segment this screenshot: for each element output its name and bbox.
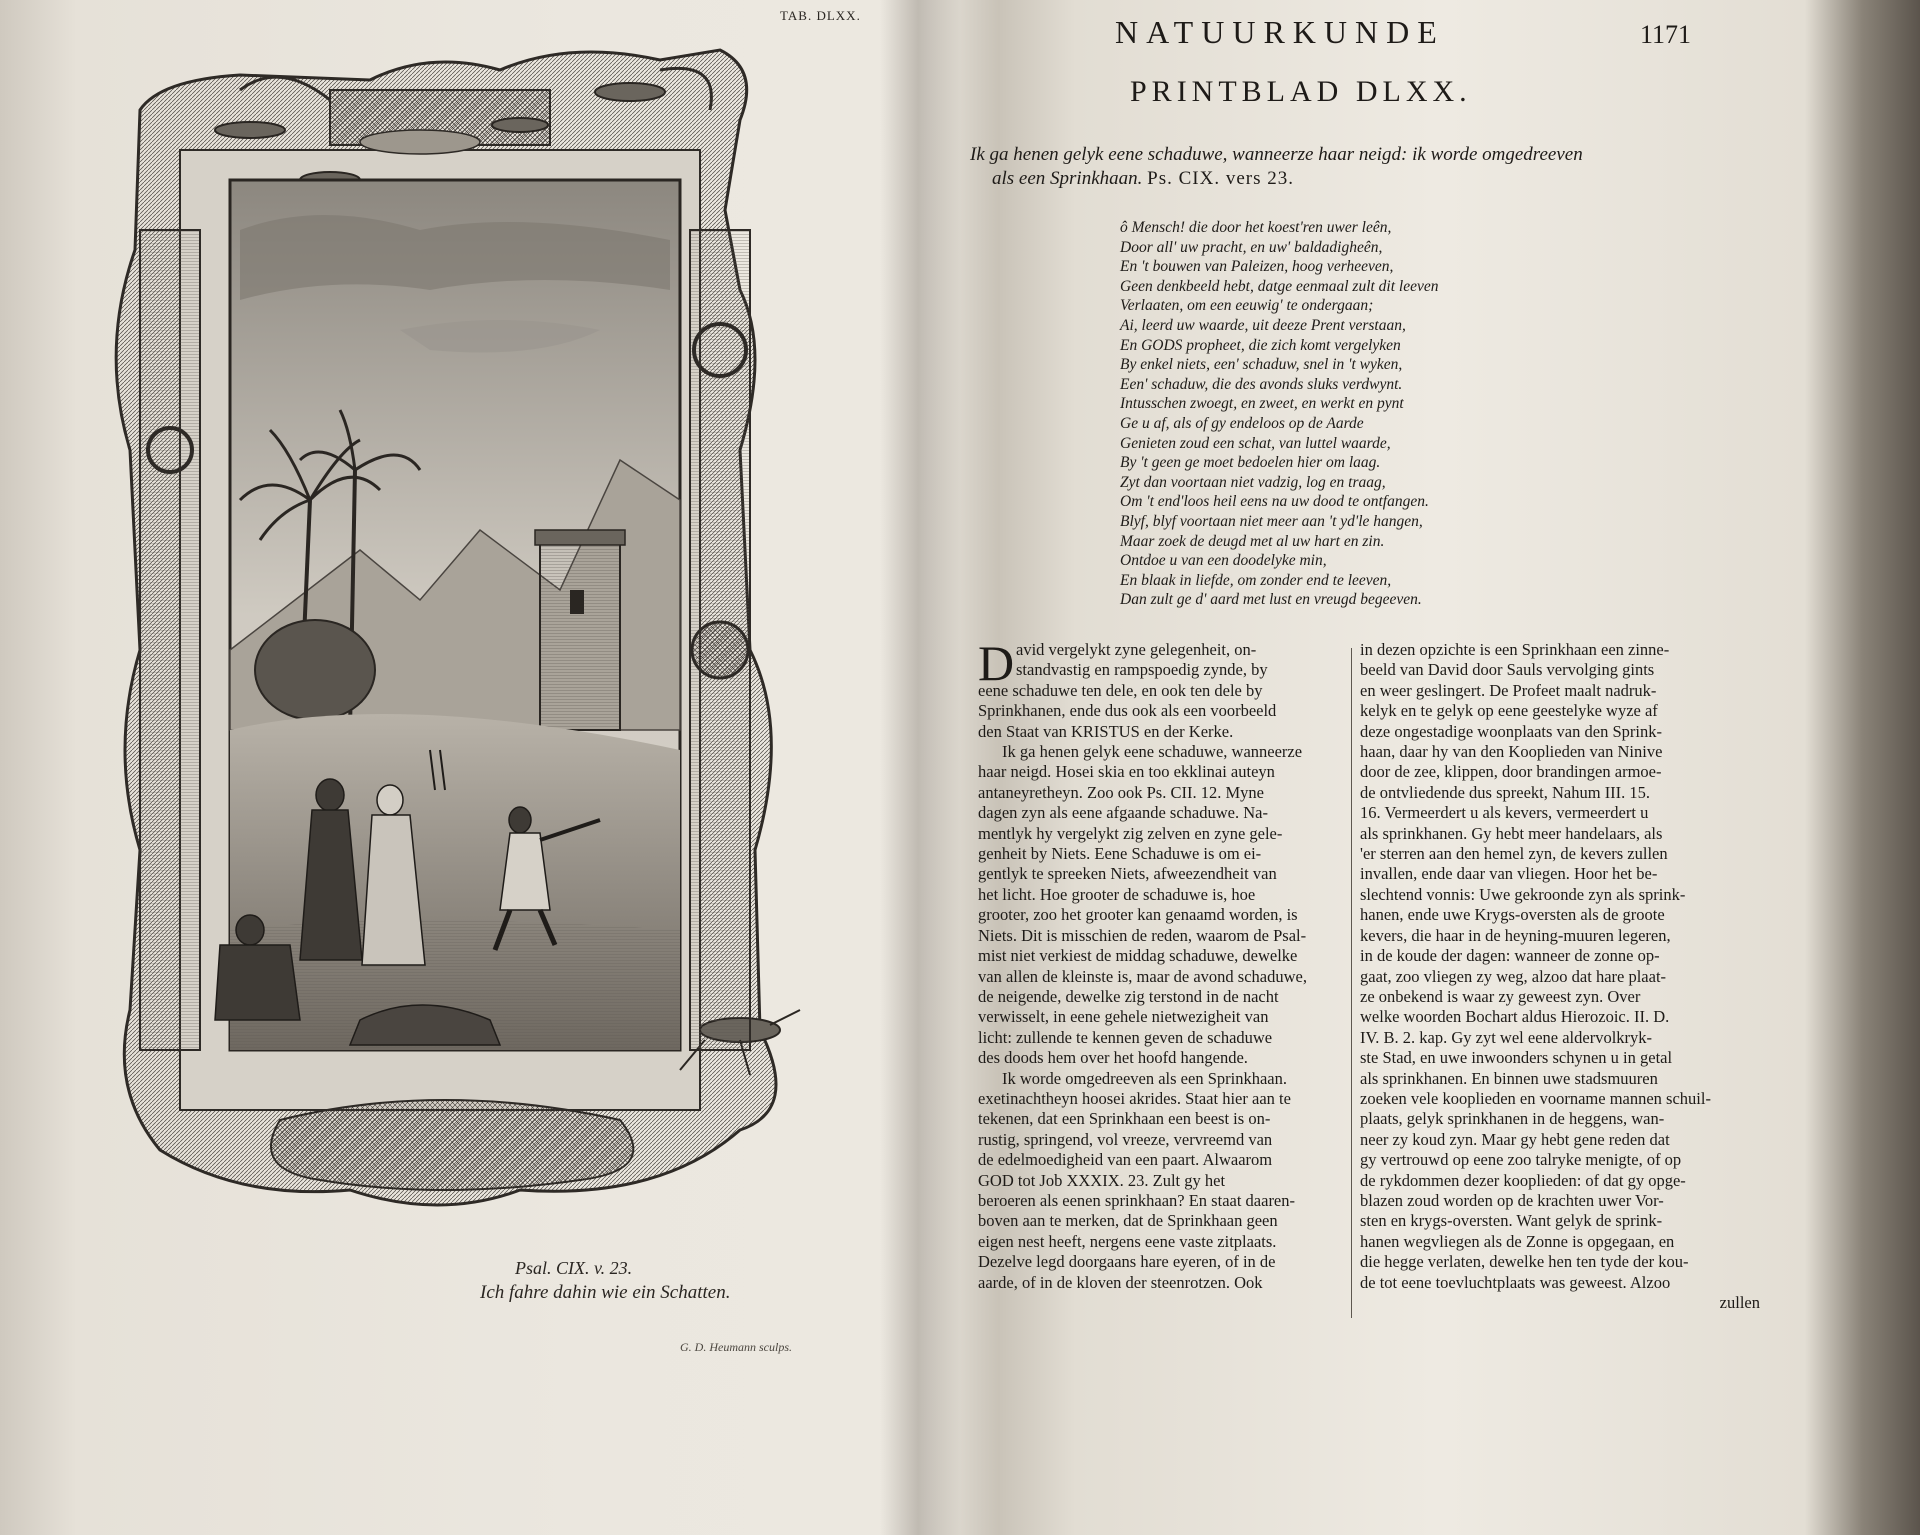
column-line: hanen, ende uwe Krygs-oversten als de groote <box>1360 905 1665 925</box>
column-line: invallen, ende daar van vliegen. Hoor het be- <box>1360 864 1658 884</box>
column-line: kevers, die haar in de heyning-muuren legeren, <box>1360 925 1671 945</box>
drop-cap: D <box>978 635 1015 691</box>
column-line: ze onbekend is waar zy geweest zyn. Over <box>1360 986 1641 1006</box>
column-line: beeld van David door Sauls vervolging gints <box>1360 660 1655 680</box>
epigraph <box>970 143 1760 191</box>
column-line: de edelmoedigheid van een paart. Alwaarom <box>978 1150 1273 1170</box>
column-line: GOD tot Job XXXIX. 23. Zult gy het <box>978 1170 1226 1190</box>
column-line: welke woorden Bochart aldus Hierozoic. II. D. <box>1360 1007 1670 1027</box>
poem-line: En GODS propheet, die zich komt vergelyken <box>1120 336 1401 354</box>
poem-line: Blyf, blyf voortaan niet meer aan 't yd'le hangen, <box>1120 512 1423 530</box>
column-line: de rykdommen dezer kooplieden: of dat gy opge- <box>1360 1170 1686 1190</box>
column-line: deze ongestadige woonplaats van den Sprink- <box>1360 721 1662 741</box>
column-line: in dezen opzichte is een Sprinkhaan een zinne- <box>1360 640 1670 659</box>
column-line: licht: zullende te kennen geven de schaduwe <box>978 1027 1273 1047</box>
column-line: de ontvliedende dus spreekt, Nahum III. 15. <box>1360 782 1651 802</box>
poem <box>1120 218 1439 610</box>
poem-line: Genieten zoud een schat, van luttel waarde, <box>1120 434 1391 452</box>
column-line: IV. B. 2. kap. Gy zyt wel eene aldervolkryk- <box>1360 1027 1653 1047</box>
column-line: de neigende, dewelke zig terstond in de nacht <box>978 986 1279 1006</box>
column-line: plaats, gelyk sprinkhanen in de heggens, wan- <box>1360 1109 1665 1129</box>
column-line: hanen wegvliegen als de Zonne is opgegaan, en <box>1360 1231 1675 1251</box>
column-line: als sprinkhanen. Gy hebt meer handelaars, als <box>1360 823 1663 843</box>
column-line: slechtend vonnis: Uwe gekroonde zyn als sprink- <box>1360 884 1686 904</box>
running-head: NATUURKUNDE <box>1115 14 1445 50</box>
column-line: den Staat van KRISTUS en der Kerke. <box>978 721 1234 741</box>
poem-line: Zyt dan voortaan niet vadzig, log en traag, <box>1120 473 1386 491</box>
column-line: gaat, zoo vliegen zy weg, alzoo dat hare plaat- <box>1360 966 1667 986</box>
column-line: gy vertrouwd op eene zoo talryke menigte, of op <box>1360 1150 1682 1170</box>
column-line: genheit by Niets. Eene Schaduwe is om ei- <box>978 844 1262 864</box>
plate-number: TAB. DLXX. <box>780 8 861 23</box>
column-line: dagen zyn als eene afgaande schaduwe. Na- <box>978 803 1268 823</box>
column-line: de tot eene toevluchtplaats was geweest. Alzoo <box>1360 1272 1671 1292</box>
poem-line: Geen denkbeeld hebt, datge eenmaal zult dit leeven <box>1120 277 1439 295</box>
column-line: tekenen, dat een Sprinkhaan een beest is on- <box>978 1109 1271 1129</box>
poem-line: Maar zoek de deugd met al uw hart en zin. <box>1120 532 1385 550</box>
column-line: Ik ga henen gelyk eene schaduwe, wanneerze <box>1002 742 1303 762</box>
column-line: Dezelve legd doorgaans hare eyeren, of in de <box>978 1252 1276 1272</box>
column-line: aarde, of in de kloven der steenrotzen. Ook <box>978 1272 1263 1292</box>
epigraph-line-2 <box>970 167 1760 191</box>
column-line: en weer geslingert. De Profeet maalt nadruk- <box>1360 680 1657 700</box>
column-line: ste Stad, en uwe inwoonders schynen u in getal <box>1360 1048 1673 1068</box>
landscape-scene <box>215 180 680 1050</box>
column-line: Ik worde omgedreeven als een Sprinkhaan. <box>1002 1068 1287 1088</box>
column-line: avid vergelykt zyne gelegenheit, on- <box>1016 640 1257 659</box>
epigraph-text: als een Sprinkhaan. <box>992 168 1148 189</box>
text-column-left <box>978 635 1348 1293</box>
poem-line: Verlaaten, om een eeuwig' te ondergaan; <box>1120 297 1374 315</box>
column-line: door de zee, klippen, door brandingen armoe- <box>1360 762 1662 782</box>
poem-line: ô Mensch! die door het koest'ren uwer leên, <box>1120 219 1392 236</box>
column-line: zoeken vele kooplieden en voorname mannen schuil- <box>1360 1088 1711 1108</box>
column-line: zullen <box>1719 1293 1760 1312</box>
column-line: blazen zoud worden op de krachten uwer Vor- <box>1360 1190 1664 1210</box>
poem-line: Om 't end'loos heil eens na uw dood te ontfangen. <box>1120 493 1429 511</box>
column-line: Sprinkhanen, ende dus ook als een voorbeeld <box>978 701 1277 721</box>
column-line: die hegge verlaten, dewelke hen ten tyde der kou- <box>1360 1252 1689 1272</box>
epigraph-line-1: Ik ga henen gelyk eene schaduwe, wanneerze haar neigd: ik worde omgedreeven <box>970 144 1583 165</box>
column-line: in de koude der dagen: wanneer de zonne op- <box>1360 946 1660 966</box>
column-line: sten en krygs-oversten. Want gelyk de sprink- <box>1360 1211 1663 1231</box>
poem-line: En blaak in liefde, om zonder end te leeven, <box>1120 571 1392 589</box>
column-line: eene schaduwe ten dele, en ook ten dele by <box>978 680 1263 700</box>
poem-line: Door all' uw pracht, en uw' baldadigheên, <box>1120 238 1383 256</box>
column-line: eigen nest heeft, nergens eene vaste zitplaats. <box>978 1231 1277 1251</box>
plate-caption-reference: Psal. CIX. v. 23. <box>515 1258 633 1278</box>
page-number: 1171 <box>1640 20 1692 49</box>
column-line: haar neigd. Hosei skia en too ekklinai auteyn <box>978 762 1275 782</box>
column-line: mist niet verkiest de middag schaduwe, dewelke <box>978 946 1298 966</box>
column-line: antaneyretheyn. Zoo ook Ps. CII. 12. Myne <box>978 782 1264 802</box>
column-line: het licht. Hoe grooter de schaduwe is, hoe <box>978 884 1256 904</box>
column-line: exetinachtheyn hoosei akrides. Staat hier aan te <box>978 1088 1291 1108</box>
column-line: kelyk en te gelyk op eene geestelyke wyze af <box>1360 701 1658 721</box>
column-line: neer zy koud zyn. Maar gy hebt gene reden dat <box>1360 1129 1670 1149</box>
column-line: beroeren als eenen sprinkhaan? En staat daaren- <box>978 1190 1296 1210</box>
section-title: PRINTBLAD DLXX. <box>1130 75 1472 108</box>
engraving-plate <box>100 30 860 1230</box>
column-line: verwisselt, in eene gehele nietwezigheit van <box>978 1007 1269 1027</box>
engraver-signature: G. D. Heumann sculps. <box>680 1340 792 1354</box>
poem-line: By 't geen ge moet bedoelen hier om laag. <box>1120 454 1381 472</box>
poem-line: By enkel niets, een' schaduw, snel in 't wyken, <box>1120 356 1403 374</box>
column-line: van allen de kleinste is, maar de avond schaduwe, <box>978 966 1307 986</box>
poem-line: Dan zult ge d' aard met lust en vreugd begeeven. <box>1120 591 1422 609</box>
column-line: als sprinkhanen. En binnen uwe stadsmuuren <box>1360 1068 1658 1088</box>
column-divider <box>1351 648 1352 1318</box>
poem-line: En 't bouwen van Paleizen, hoog verheeven, <box>1120 258 1394 276</box>
column-line: standvastig en rampspoedig zynde, by <box>1016 660 1268 680</box>
poem-line: Ai, leerd uw waarde, uit deeze Prent verstaan, <box>1120 316 1406 334</box>
column-line: boven aan te merken, dat de Sprinkhaan geen <box>978 1211 1278 1231</box>
text-column-right <box>1360 640 1760 1313</box>
column-line: mentlyk hy vergelykt zig zelven en zyne gele- <box>978 823 1283 843</box>
epigraph-verse: vers 23. <box>1220 168 1294 189</box>
epigraph-psalm: Ps. CIX. <box>1147 168 1221 189</box>
left-page <box>40 0 900 1535</box>
right-page <box>920 0 1860 1535</box>
plate-caption-german: Ich fahre dahin wie ein Schatten. <box>480 1282 731 1303</box>
column-line: des doods hem over het hoofd hangende. <box>978 1048 1248 1068</box>
column-line: Niets. Dit is misschien de reden, waarom de Psal- <box>978 925 1307 945</box>
tower <box>535 530 625 730</box>
column-line: grooter, zoo het grooter kan genaamd worden, is <box>978 905 1298 925</box>
poem-line: Intusschen zwoegt, en zweet, en werkt en pynt <box>1120 395 1404 413</box>
column-line: rustig, springend, vol vreeze, vervreemd van <box>978 1129 1273 1149</box>
poem-line: Ontdoe u van een doodelyke min, <box>1120 552 1327 570</box>
column-line: 16. Vermeerdert u als kevers, vermeerdert u <box>1360 803 1649 823</box>
column-line: gentlyk te spreeken Niets, afweezendheit van <box>978 864 1277 884</box>
column-line: 'er sterren aan den hemel zyn, de kevers zullen <box>1360 844 1668 864</box>
column-line: haan, daar hy van den Kooplieden van Ninive <box>1360 742 1663 762</box>
poem-line: Een' schaduw, die des avonds sluks verdwynt. <box>1120 375 1403 393</box>
poem-line: Ge u af, als of gy endeloos op de Aarde <box>1120 414 1364 432</box>
